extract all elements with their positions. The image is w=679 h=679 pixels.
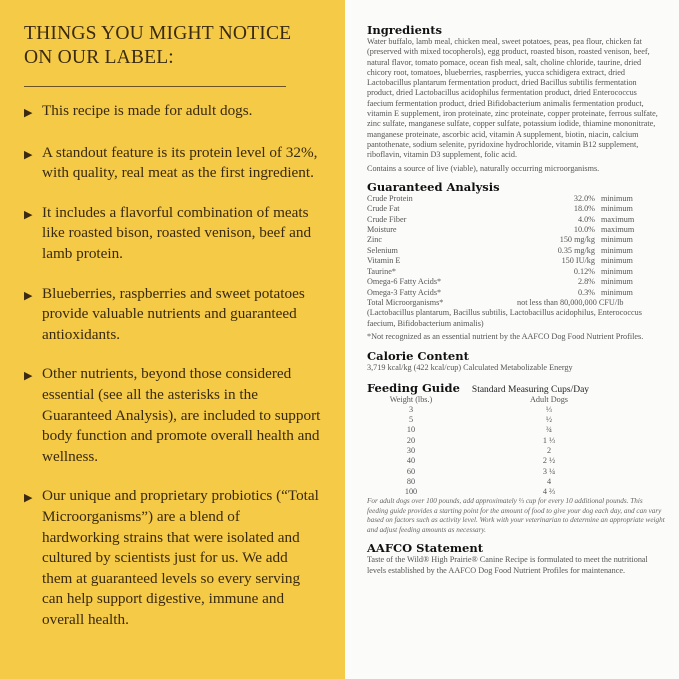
triangle-right-icon: ▶ [24,148,33,161]
nutrient-qualifier: minimum [601,277,633,287]
nutrient-qualifier: minimum [601,235,633,245]
triangle-right-icon: ▶ [24,370,33,383]
bullet-text: Blueberries, raspberries and sweet potatoes provide valuable nutrients and guaranteed antioxidants. [42,284,305,343]
cups-value: 2 ½ [542,456,556,466]
feeding-subheading: Standard Measuring Cups/Day [471,384,590,395]
nutrient-qualifier: maximum [601,225,635,235]
nutrient-value: 0.3% [577,287,595,297]
nutrient-name: Crude Fat [367,204,400,214]
triangle-right-icon: ▶ [24,107,33,119]
nutrient-name: Zinc [367,235,383,245]
nutrient-name: Omega-6 Fatty Acids* [367,277,442,287]
bullet-item [24,143,321,184]
aafco-heading: AAFCO Statement [367,541,484,556]
weight-column-header: Weight (lbs.) [389,394,433,404]
cups-value: ¾ [545,425,553,435]
bullet-text: Our unique and proprietary probiotics (“Total Microorganisms”) are a blend of hardworking strains that were isolated and cultured by scientists just for us. We add them at guaranteed levels so every serving can help support digestive, immune and overall health. [42,487,319,628]
nutrient-qualifier: maximum [601,214,635,224]
feeding-note: For adult dogs over 100 pounds, add approximately ⅓ cup for every 10 additional pounds. This feeding guide provides a starting point for the amount of food to give your dog each day, and can vary based on factors such as activity level. Work with your veterinarian to determine an appropriate weight and adjust feeding amounts as necessary. [367,497,665,534]
panel-title: THINGS YOU MIGHT NOTICE ON OUR LABEL: [24,23,292,68]
bullet-text: This recipe is made for adult dogs. [42,102,253,119]
micro-value: not less than 80,000,000 CFU/lb [517,297,624,307]
ingredients-text: Water buffalo, lamb meal, chicken meal, sweet potatoes, peas, pea flour, chicken fat (preserved with mixed tocopherols), egg product, roasted bison, roasted venison, beef, natural flavor, tomato pomace, ocean fish meal, salt, choline chloride, taurine, dried chicory root, tomatoes, blueberries, raspberries, yucca schidigera extract, dried Lactobacillus plantarum fermentation product, dried Bacillus subtilis fermentation product, dried Lactobacillus acidophilus fermentation product, dried Enterococcus faecium fermentation product, dried Bifidobacterium animalis fermentation product, vitamin E supplement, iron proteinate, zinc proteinate, copper proteinate, ferrous sulfate, zinc sulfate, manganese sulfate, copper sulfate, potassium iodide, thiamine mononitrate, manganese proteinate, ascorbic acid, vitamin A supplement, biotin, niacin, calcium pantothenate, sodium selenite, pyridoxine hydrochloride, vitamin B12 supplement, riboflavin, vitamin D3 supplement, folic acid. [367,37,658,160]
label-panel [345,0,679,679]
analysis-footnote: *Not recognized as an essential nutrient by the AAFCO Dog Food Nutrient Profiles. [367,331,644,341]
nutrient-value: 150 IU/kg [561,256,595,266]
analysis-row [367,277,665,287]
analysis-row [367,267,665,277]
analysis-row [367,225,665,235]
analysis-row [367,215,665,225]
analysis-row [367,194,665,204]
nutrient-value: 10.0% [573,225,595,235]
analysis-row [367,256,665,266]
nutrient-value: 32.0% [573,193,595,203]
triangle-right-icon: ▶ [24,492,33,505]
divider [24,86,286,87]
aafco-text: Taste of the Wild® High Prairie® Canine Recipe is formulated to meet the nutritional levels established by the AAFCO Dog Food Nutrient Profiles for maintenance. [367,555,648,575]
bullet-item [24,101,321,124]
feeding-row [367,456,665,466]
weight-value: 10 [406,425,416,435]
micro-list: (Lactobacillus plantarum, Bacillus subtilis, Lactobacillus acidophilus, Enterococcus faecium, Bifidobacterium animalis) [367,308,642,328]
weight-value: 5 [408,415,414,425]
bullet-item [24,284,321,346]
weight-value: 80 [406,476,416,486]
cups-value: 2 [546,446,552,455]
nutrient-qualifier: minimum [601,245,633,255]
bullet-text: A standout feature is its protein level of 32%, with quality, real meat as the first ingredient. [42,143,318,182]
ingredients-note: Contains a source of live (viable), naturally occurring microorganisms. [367,163,600,173]
nutrient-qualifier: minimum [601,266,633,276]
analysis-row [367,288,665,298]
weight-value: 20 [406,435,416,445]
cups-value: 4 [546,476,552,486]
feeding-row [367,415,665,425]
bullet-text: Other nutrients, beyond those considered essential (see all the asterisks in the Guaranteed Analysis), are included to support body function and promote overall health and wellness. [42,365,321,465]
triangle-right-icon: ▶ [24,289,33,302]
nutrient-qualifier: minimum [601,204,633,214]
analysis-heading: Guaranteed Analysis [367,179,500,194]
feeding-row [367,446,665,456]
cups-value: 1 ⅓ [542,435,556,445]
bullet-item [24,486,321,630]
cups-value: ⅓ [545,404,553,414]
cups-value: 4 ⅔ [542,487,556,497]
triangle-right-icon: ▶ [24,208,33,221]
nutrient-name: Selenium [367,245,398,255]
nutrient-value: 2.8% [577,277,595,287]
feeding-row [367,405,665,415]
nutrient-qualifier: minimum [601,287,633,297]
nutrient-name: Moisture [367,225,397,235]
bullet-item [24,364,321,467]
nutrient-value: 150 mg/kg [559,235,595,245]
analysis-row [367,246,665,256]
nutrient-name: Taurine* [367,266,396,276]
feeding-row [367,467,665,477]
ingredients-heading: Ingredients [367,23,443,37]
nutrient-name: Vitamin E [367,256,401,266]
nutrient-name: Omega-3 Fatty Acids* [367,287,442,297]
weight-value: 100 [404,487,418,497]
weight-value: 60 [406,466,416,476]
weight-value: 30 [406,446,416,455]
calorie-text: 3,719 kcal/kg (422 kcal/cup) Calculated Metabolizable Energy [367,363,573,373]
nutrient-value: 0.35 mg/kg [557,245,595,255]
analysis-row [367,235,665,245]
nutrient-value: 4.0% [577,214,595,224]
nutrient-qualifier: minimum [601,193,633,203]
weight-value: 40 [406,456,416,466]
calorie-heading: Calorie Content [367,349,469,364]
nutrient-name: Crude Fiber [367,214,407,224]
micro-label: Total Microorganisms* [367,297,444,307]
nutrient-value: 0.12% [573,266,595,276]
feeding-row [367,487,665,497]
feeding-row [367,425,665,435]
feeding-row [367,436,665,446]
feeding-heading: Feeding Guide [367,380,460,395]
cups-value: 3 ¼ [542,466,556,476]
bullet-item [24,203,321,265]
nutrient-name: Crude Protein [367,193,413,203]
cups-value: ½ [545,415,553,425]
weight-value: 3 [408,404,414,414]
feeding-row [367,477,665,487]
cups-column-header: Adult Dogs [530,394,568,404]
nutrient-value: 18.0% [573,204,595,214]
analysis-row [367,204,665,214]
nutrient-qualifier: minimum [601,256,633,266]
bullet-text: It includes a flavorful combination of meats like roasted bison, roasted venison, beef and lamb protein. [42,203,312,262]
